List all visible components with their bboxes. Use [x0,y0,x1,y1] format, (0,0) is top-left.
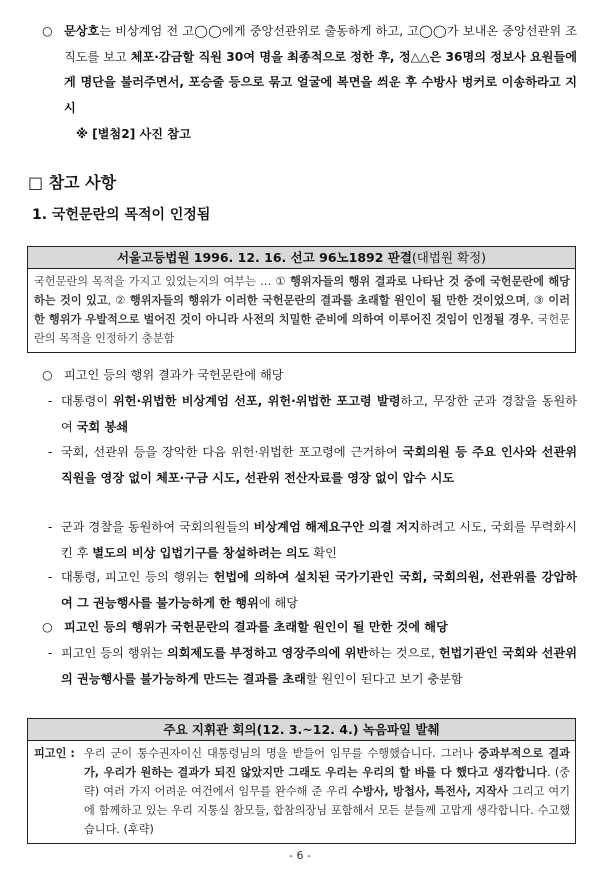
dash-emphasis: 위헌·위법한 비상계엄 선포, 위헌·위법한 포고령 발령 [113,394,401,408]
point-text: 피고인 등의 행위 결과가 국헌문란에 해당 [64,368,284,382]
circle-bullet: ○ [42,620,53,634]
ruling-note: (대법원 확정) [411,250,487,265]
dash-item-3 [48,515,577,566]
dash-emphasis: 별도의 비상 입법기구를 창설하려는 의도 [92,545,310,560]
dash-emphasis: 헌법에 의하여 설치된 국가기관인 국회, 국회의원, 선관위를 강압하여 그 권능행사를 불가능하게 한 행위 [61,570,578,610]
dash-item-4 [48,565,577,616]
dash-bullet: - [48,520,53,534]
dash-bullet: - [48,445,53,459]
section-title: □ 참고 사항 [28,173,117,192]
dash-text: 군과 경찰을 동원하여 국회의원들의 [61,520,254,534]
dash-text: 하려고 시도, 국회를 무력화시킨 후 [61,520,578,560]
dash-text: 국회, 선관위 등을 장악한 다음 위헌·위법한 포고령에 근거하여 [61,445,403,459]
quote-plain: 우리 군이 통수권자이신 대통령님의 명을 받들어 임무를 수행했습니다. 그러나 [84,747,479,760]
ruling-emphasis: 행위자들의 행위가 이러한 국헌문란의 결과를 초래할 원인이 될 만한 것이었으며 [129,294,527,307]
point-text: 피고인 등의 행위가 국헌문란의 결과를 초래할 원인이 될 만한 것에 해당 [64,620,448,634]
ruling-emphasis: 이러한 행위가 우발적으로 벌어진 것이 아니라 사전의 치밀한 준비에 의하여 이루어진 것임이 인정될 경우 [34,294,571,326]
ruling-text: 국헌문란의 목적을 가지고 있었는지의 여부는 … ① [34,275,291,288]
ruling-text: , 국헌문란의 목적을 인정하기 충분함 [34,313,570,345]
meeting-excerpt-box [27,718,576,844]
point-cause [42,615,577,641]
dash-bullet: - [48,394,53,408]
ruling-citation: 서울고등법원 1996. 12. 16. 선고 96노1892 판결 [116,250,412,265]
dash-emphasis: 비상계엄 해제요구안 의결 저지 [253,520,420,534]
dash-text: 하고, 무장한 군과 경찰을 동원하여 [61,394,578,434]
dash-text: 할 원인이 된다고 보기 충분함 [305,671,463,686]
court-ruling-body [28,269,575,352]
dash-text: 에 해당 [258,595,299,610]
dash-item-5 [48,641,577,692]
page-number: - 6 - [289,849,311,862]
ruling-text: , ③ [526,294,549,307]
dash-text: 하는 것으로, [368,646,439,660]
meeting-excerpt-title: 주요 지휘관 회의(12. 3.~12. 4.) 녹음파일 발췌 [28,719,575,741]
quote-emphasis: 수방사, 방첩사, 특전사, 지작사 [352,785,508,798]
dash-item-1 [48,389,577,440]
quote-emphasis: 중과부적으로 결과가, 우리가 원하는 결과가 되진 않았지만 그래도 우리는 우리의 할 바를 다 했다고 생각합니다 [84,747,570,779]
dash-emphasis: 국회 봉쇄 [76,419,128,434]
quote-plain: . (중략) 여러 가지 어려운 여건에서 임무를 완수해 준 우리 [84,766,570,798]
quote-plain: 그리고 여기에 함께하고 있는 우리 지통실 참모들, 합참의장님 포함해서 모든 분들께 고맙게 생각합니다. 수고했습니다. (후략) [84,785,571,836]
dash-bullet: - [48,646,53,660]
dash-emphasis: 국회의원 등 주요 인사와 선관위 직원을 영장 없이 체포·구금 시도, 선관위 전산자료를 영장 없이 압수 시도 [61,445,577,485]
dash-emphasis: 헌법기관인 국회와 선관위의 권능행사를 불가능하게 만드는 결과를 초래 [61,646,577,686]
point-result [42,363,577,389]
circle-bullet: ○ [42,368,53,382]
photo-note: ※ [별첨2] 사진 참고 [76,127,191,141]
emphasis-text: 체포·감금할 직원 30여 명을 최종적으로 정한 후, 정△△은 36명의 정보사 요원들에게 명단을 불러주면서, 포승줄 등으로 묶고 얼굴에 복면을 씌운 후 수방사 벙커로 이송하라고 지시 [64,49,577,115]
dash-text: 피고인 등의 행위는 [61,646,167,660]
dash-emphasis: 의회제도를 부정하고 영장주의에 위반 [166,646,369,660]
dash-bullet: - [48,570,53,584]
paragraph-text: 는 비상계엄 전 고◯◯에게 중앙선관위로 출동하게 하고, 고◯◯가 보내온 중앙선관위 조직도를 보고 [64,24,577,64]
name-text: 문상호 [64,24,100,38]
ruling-text: , ② [107,294,130,307]
circle-bullet: ○ [42,24,53,38]
subsection-title: 1. 국헌문란의 목적이 인정됨 [32,207,211,223]
paragraph-moon [42,19,577,121]
dash-text: 대통령이 [61,394,113,408]
quote-text [84,744,570,839]
court-ruling-box [27,246,576,353]
ruling-emphasis: 행위자들의 행위 결과로 나타난 것 중에 국헌문란에 해당하는 것이 있고 [34,275,570,307]
dash-text: 확인 [309,545,337,560]
dash-item-2 [48,440,577,491]
speaker-label: 피고인 : [34,747,75,760]
meeting-excerpt-body [28,741,575,843]
court-ruling-title [28,247,575,269]
dash-text: 대통령, 피고인 등의 행위는 [61,570,214,584]
